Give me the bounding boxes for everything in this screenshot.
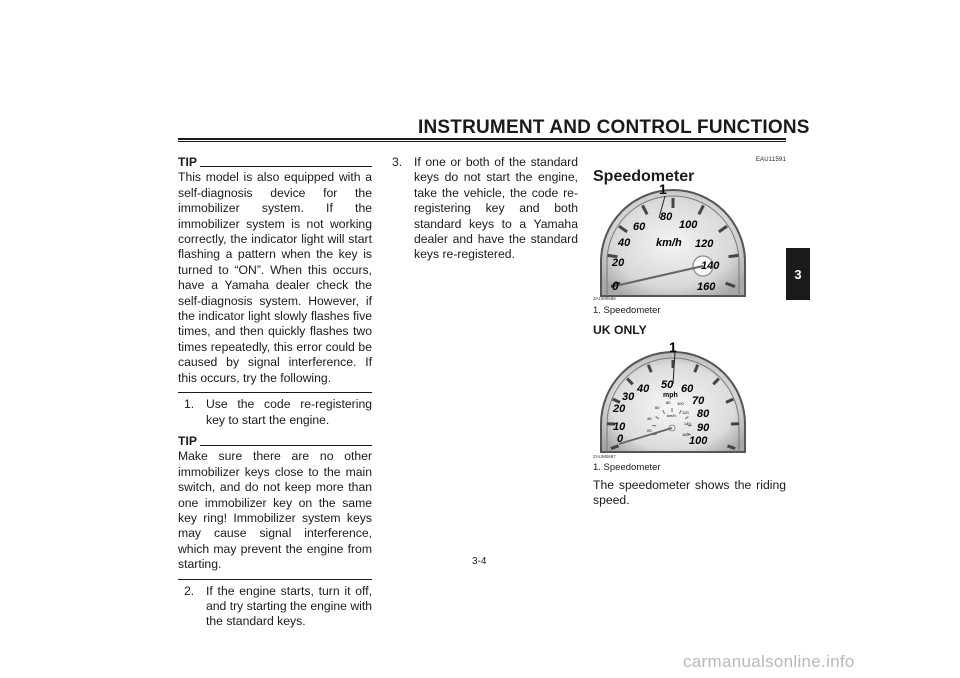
gauge-inner-label: 160 [682,432,689,437]
gauge-label: 80 [660,211,673,223]
gauge-inner-label: 60 [655,405,660,410]
step-text: If the engine starts, turn it off, and try starting the engine with the standard keys. [206,583,372,629]
step-text: Use the code re-registering key to start the engine. [206,397,372,427]
gauge-inner-label: 40 [647,416,652,421]
gauge-label: 10 [613,421,626,433]
tip-end-rule [178,579,372,580]
body-paragraph: The speedometer shows the riding speed. [593,478,786,508]
gauge-inner-label: 80 [666,400,671,405]
figure-code: ZAUM0687 [593,454,616,459]
gauge-label: 160 [697,281,716,293]
gauge-unit: mph [663,392,678,399]
step-number: 1. [184,397,195,412]
figure-code: ZAUM0686 [593,296,616,301]
tip-rule [200,445,372,446]
gauge-label: 100 [689,435,708,447]
column-left [178,155,372,630]
gauge-label: 80 [697,408,710,420]
tip-text: This model is also equipped with a self-diagnosis device for the immobilizer system. If the immobilizer system is not working correctly, the indicator light will start flashing a pattern when the key is turned to “ON”. When this occurs, have a Yamaha dealer check the self-diagnosis system. However, if the indicator light slowly flashes five times, and then quickly flashes two times repeatedly, this error could be caused by signal interference. If this occurs, try the following. [178,170,372,385]
gauge-label: 40 [618,237,631,249]
section-title: Speedometer [593,168,695,186]
tip-end-rule [178,392,372,393]
gauge-inner-tick [652,425,656,426]
gauge-label: 90 [697,422,710,434]
gauge-label: 20 [612,257,625,269]
gauge-label: 140 [701,260,720,272]
step-item [178,397,372,428]
gauge-label: 70 [692,395,705,407]
gauge-label: 60 [681,383,694,395]
gauge-label: 120 [695,238,714,250]
callout-number: 1 [669,340,677,355]
tip-label: TIP [178,155,197,169]
gauge-inner-label: 20 [647,428,652,433]
column-right [593,155,786,185]
doc-code: EAU11591 [755,157,786,163]
uk-only-heading: UK ONLY [593,323,647,337]
gauge-inner-unit: km/h [667,413,676,418]
gauge-label: 30 [622,391,635,403]
gauge-label: 50 [661,379,674,391]
gauge-tick [729,255,739,256]
speedometer-figure-mph [593,340,753,457]
gauge-label: 0 [612,279,619,293]
step-text: If one or both of the standard keys do not start the engine, take the vehicle, the code re-registering key and both standard keys to a Yamaha dealer and have the standard keys re-registered. [414,155,578,262]
gauge-label: 60 [633,221,646,233]
step-item [386,155,578,263]
chapter-tab[interactable]: 3 [786,248,810,300]
watermark: carmanualsonline.info [683,652,855,671]
gauge-label: 0 [617,433,624,445]
header-rule [178,138,786,140]
gauge-label: 100 [679,219,698,231]
tip-label: TIP [178,433,197,448]
tip-heading [178,434,372,449]
speedometer-figure-kmh [593,182,753,300]
column-middle [386,155,578,263]
callout-number: 1 [659,182,667,197]
step-number: 3. [392,155,403,169]
step-number: 2. [184,583,195,598]
page-number: 3-4 [472,556,487,567]
gauge-inner-label: 120 [682,410,689,415]
gauge-unit: km/h [656,237,682,249]
tip-text: Make sure there are no other immobilizer keys close to the main switch, and do not keep more than one immobilizer key on the same key ring! Immobilizer system keys may cause signal interference, which may prevent the engine from starting. [178,449,372,572]
page-title: INSTRUMENT AND CONTROL FUNCTIONS [418,117,810,138]
gauge-label: 40 [637,383,650,395]
gauge-inner-label: 100 [677,401,684,406]
figure-caption: 1. Speedometer [593,305,661,316]
gauge-label: 20 [613,403,626,415]
figure-caption: 1. Speedometer [593,462,661,473]
gauge-inner-label: 140 [684,421,691,426]
tip-rule [200,166,372,167]
step-item [178,584,372,630]
tip-heading [178,155,372,170]
header-rule-thin [178,141,786,142]
